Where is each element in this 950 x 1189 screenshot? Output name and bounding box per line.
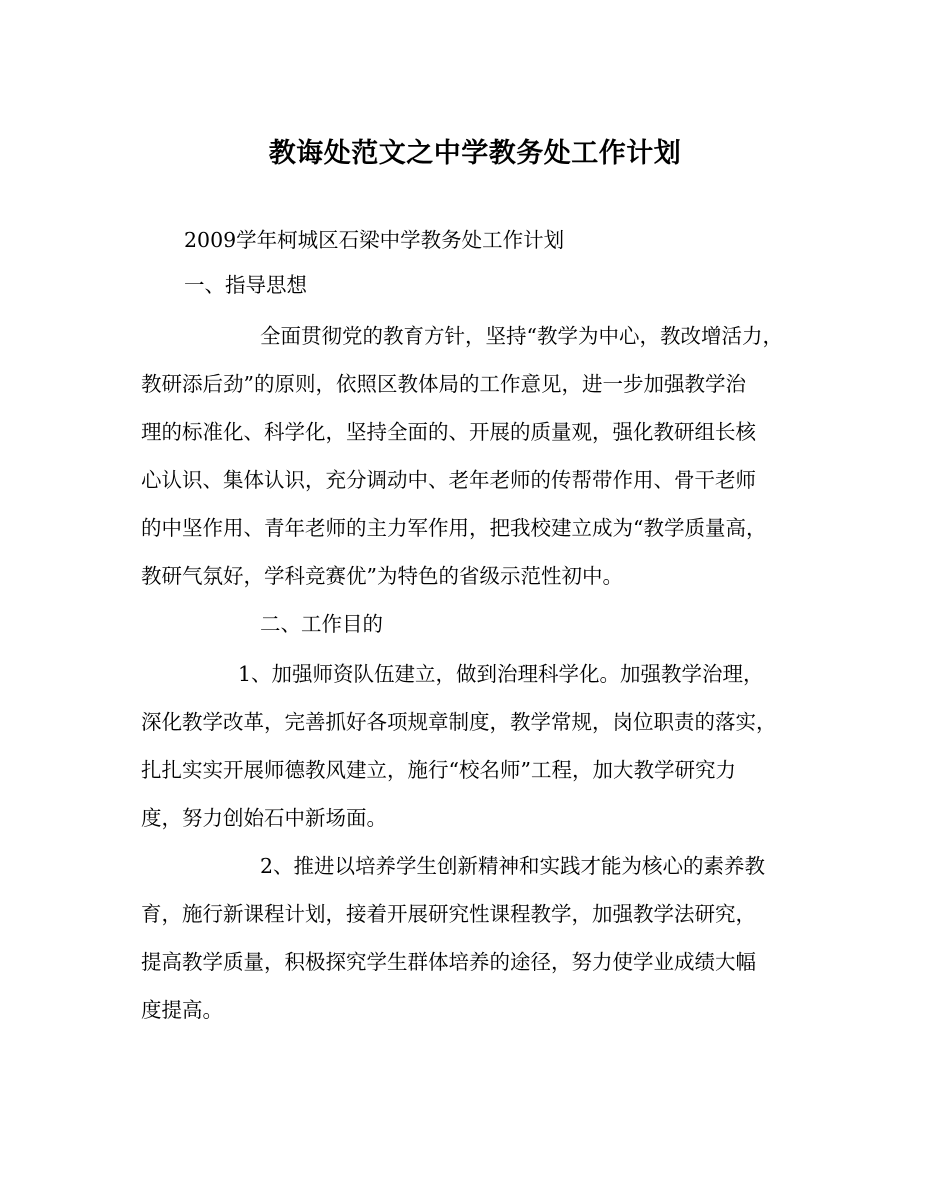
paragraph-line: 2、推进以培养学生创新精神和实践才能为核心的素养教 [260, 854, 766, 878]
paragraph-line: 深化教学改革，完善抓好各项规章制度，教学常规，岗位职责的落实， [141, 710, 777, 734]
paragraph-line: 教研气氛好，学科竞赛优”为特色的省级示范性初中。 [141, 564, 623, 588]
section-heading-work-goals: 二、工作目的 [260, 612, 383, 636]
paragraph-line: 的中坚作用、青年老师的主力军作用，把我校建立成为“教学质量高， [141, 516, 767, 540]
paragraph-line: 扎扎实实开展师德教风建立，施行“校名师”工程，加大教学研究力 [141, 758, 736, 782]
paragraph-line: 度提高。 [141, 998, 223, 1022]
paragraph-line: 全面贯彻党的教育方针，坚持“教学为中心，教改增活力， [260, 324, 783, 348]
paragraph-line: 提高教学质量，积极探究学生群体培养的途径，努力使学业成绩大幅 [141, 950, 756, 974]
paragraph-line: 教研添后劲”的原则，依照区教体局的工作意见，进一步加强教学治 [141, 372, 746, 396]
document-title: 教诲处范文之中学教务处工作计划 [268, 138, 682, 169]
section-heading-guiding-thought: 一、指导思想 [184, 273, 307, 297]
paragraph-line: 理的标准化、科学化，坚持全面的、开展的质量观，强化教研组长核 [141, 420, 756, 444]
paragraph-line: 心认识、集体认识，充分调动中、老年老师的传帮带作用、骨干老师 [141, 468, 756, 492]
paragraph-line: 度，努力创始石中新场面。 [141, 806, 387, 830]
paragraph-line: 育，施行新课程计划，接着开展研究性课程教学，加强教学法研究， [141, 902, 756, 926]
document-subtitle: 2009学年柯城区石梁中学教务处工作计划 [184, 228, 565, 252]
paragraph-line: 1、加强师资队伍建立，做到治理科学化。加强教学治理， [238, 662, 764, 686]
